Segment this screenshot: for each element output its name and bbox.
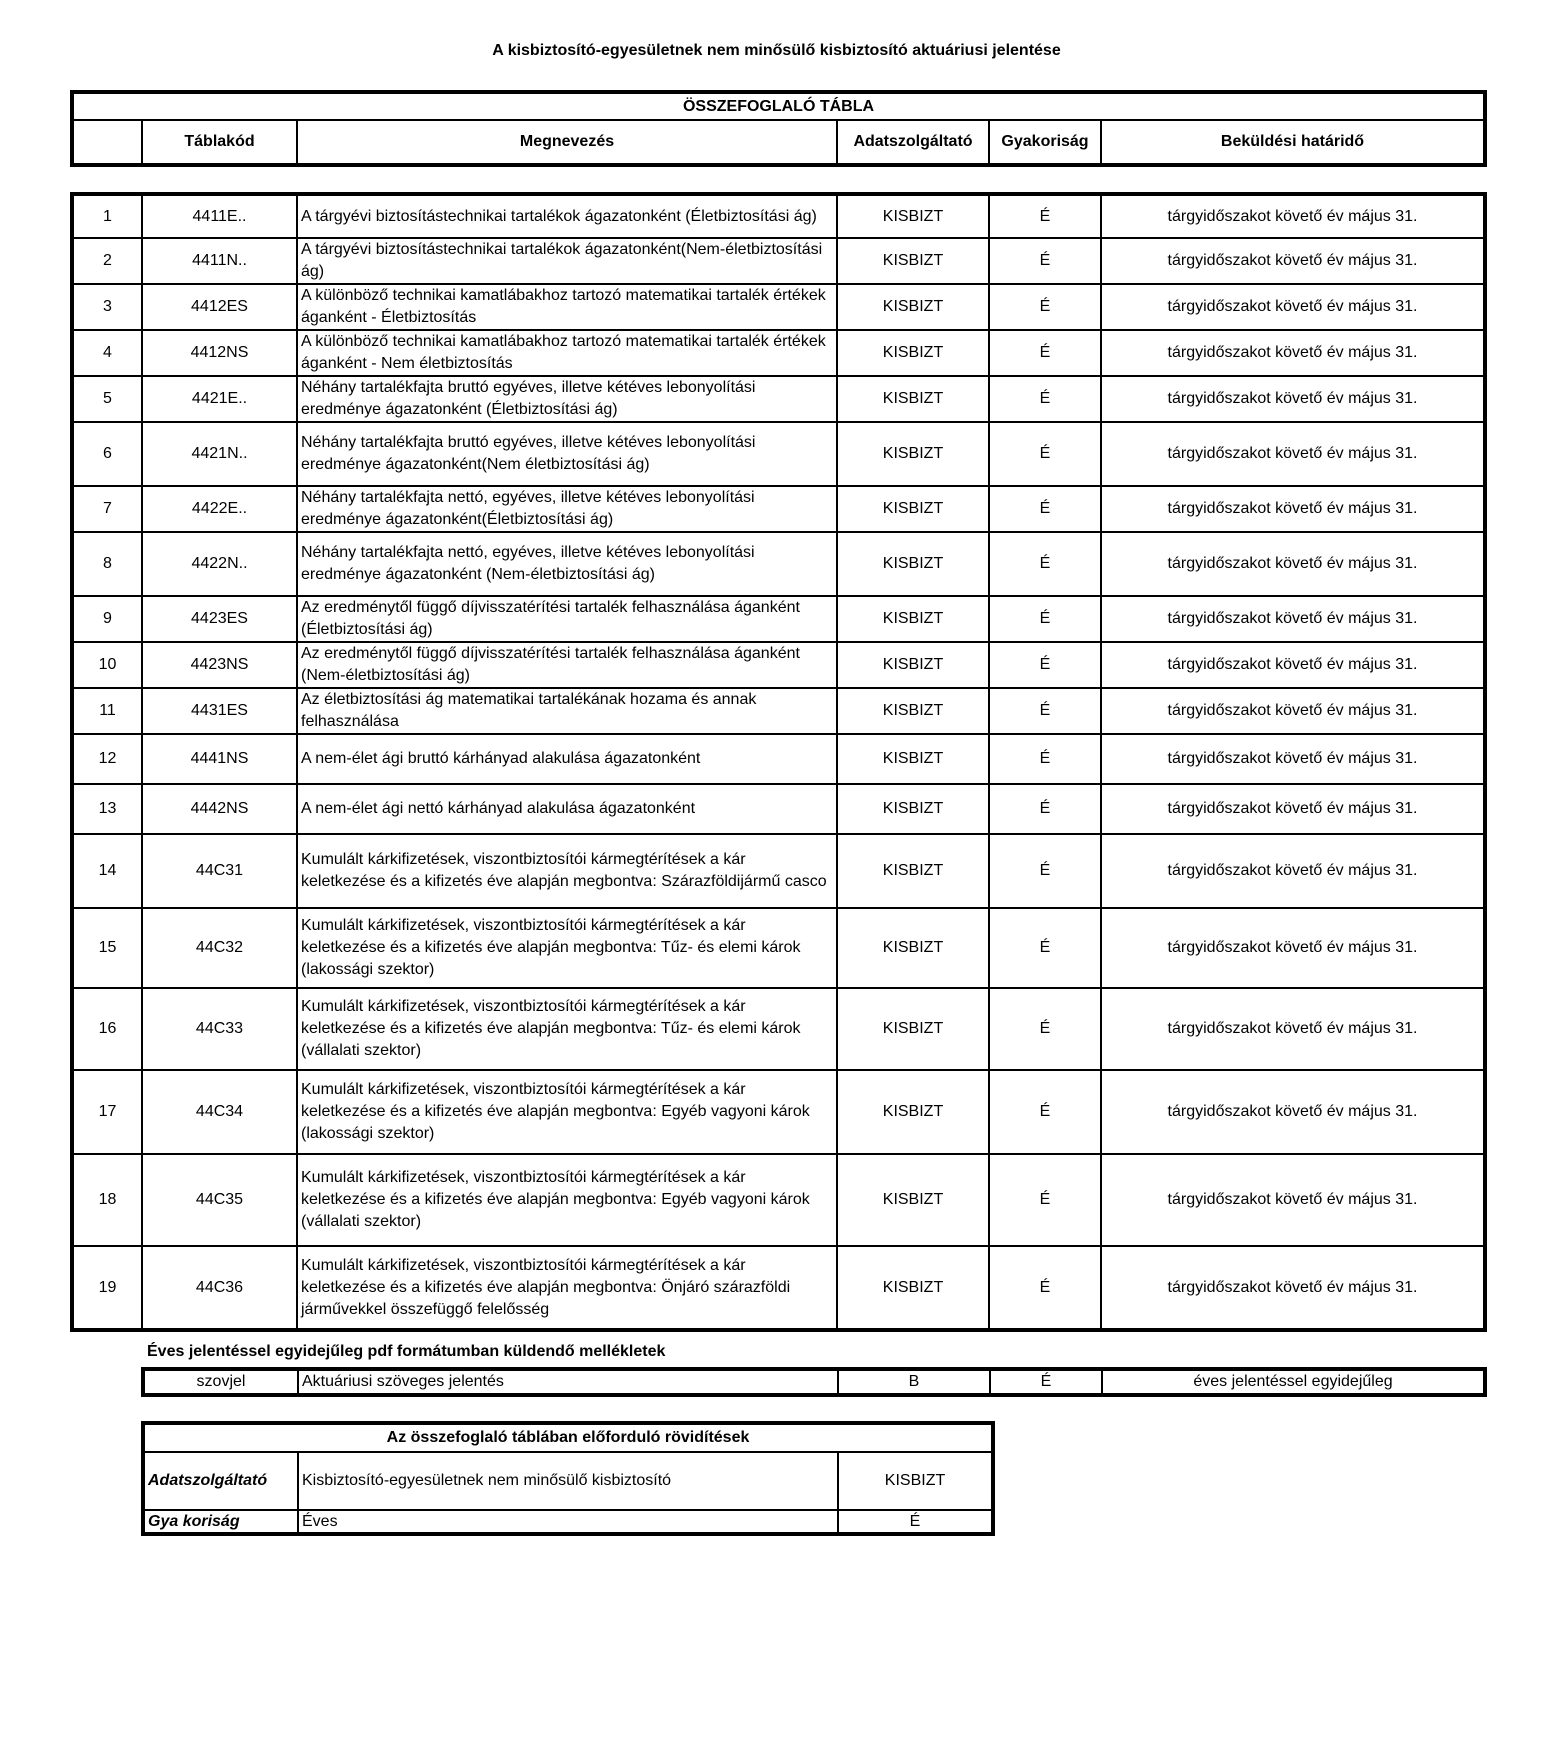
frequency: É [989, 908, 1101, 988]
row-number: 7 [72, 486, 142, 532]
table-row [72, 330, 1485, 376]
row-number: 16 [72, 988, 142, 1070]
table-code: 44C33 [142, 988, 297, 1070]
frequency: É [989, 834, 1101, 908]
table-row [72, 422, 1485, 486]
row-number: 8 [72, 532, 142, 596]
row-number: 15 [72, 908, 142, 988]
provider: KISBIZT [837, 422, 989, 486]
table-name: Kumulált kárkifizetések, viszontbiztosítói kármegtérítések a kár keletkezése és a kifizetés éve alapján megbontva: Szárazföldijármű casco [297, 834, 837, 908]
table-code: 4411E.. [142, 194, 297, 238]
frequency: É [989, 784, 1101, 834]
document-title: A kisbiztosító-egyesületnek nem minősülő kisbiztosító aktuáriusi jelentése [492, 42, 1061, 59]
abbreviations-caption: Az összefoglaló táblában előforduló rövidítések [143, 1423, 993, 1452]
deadline: tárgyidőszakot követő év május 31. [1101, 1070, 1485, 1154]
provider: KISBIZT [837, 486, 989, 532]
header-name: Megnevezés [297, 120, 837, 165]
table-row [143, 1369, 1485, 1395]
abbreviations-table [141, 1421, 995, 1536]
provider: KISBIZT [837, 734, 989, 784]
header-num [72, 120, 142, 165]
frequency: É [989, 988, 1101, 1070]
table-row [72, 1246, 1485, 1330]
attachment-code: szovjel [143, 1369, 298, 1395]
table-name: Néhány tartalékfajta nettó, egyéves, illetve kétéves lebonyolítási eredménye ágazatonként(Életbiztosítási ág) [297, 486, 837, 532]
attachment-provider: B [838, 1369, 990, 1395]
attachment-name: Aktuáriusi szöveges jelentés [298, 1369, 838, 1395]
table-row [143, 1452, 993, 1510]
frequency: É [989, 238, 1101, 284]
provider: KISBIZT [837, 1070, 989, 1154]
frequency: É [989, 486, 1101, 532]
table-row [72, 1154, 1485, 1246]
frequency: É [989, 194, 1101, 238]
table-code: 44C36 [142, 1246, 297, 1330]
frequency: É [989, 734, 1101, 784]
table-name: Az életbiztosítási ág matematikai tartalékának hozama és annak felhasználása [297, 688, 837, 734]
row-number: 17 [72, 1070, 142, 1154]
table-name: Az eredménytől függő díjvisszatérítési tartalék felhasználása áganként (Életbiztosítási ág) [297, 596, 837, 642]
table-name: A tárgyévi biztosítástechnikai tartalékok ágazatonként (Életbiztosítási ág) [297, 194, 837, 238]
row-number: 11 [72, 688, 142, 734]
provider: KISBIZT [837, 238, 989, 284]
table-name: Az eredménytől függő díjvisszatérítési tartalék felhasználása áganként (Nem-életbiztosítási ág) [297, 642, 837, 688]
table-name: A nem-élet ági nettó kárhányad alakulása ágazatonként [297, 784, 837, 834]
deadline: tárgyidőszakot követő év május 31. [1101, 194, 1485, 238]
provider: KISBIZT [837, 988, 989, 1070]
table-row [72, 688, 1485, 734]
table-row [72, 376, 1485, 422]
table-code: 44C31 [142, 834, 297, 908]
provider: KISBIZT [837, 688, 989, 734]
table-name: Kumulált kárkifizetések, viszontbiztosítói kármegtérítések a kár keletkezése és a kifizetés éve alapján megbontva: Tűz- és elemi károk (vállalati szektor) [297, 988, 837, 1070]
table-name: Néhány tartalékfajta nettó, egyéves, illetve kétéves lebonyolítási eredménye ágazatonként (Nem-életbiztosítási ág) [297, 532, 837, 596]
frequency: É [989, 422, 1101, 486]
deadline: tárgyidőszakot követő év május 31. [1101, 284, 1485, 330]
table-row [72, 486, 1485, 532]
row-number: 9 [72, 596, 142, 642]
attachments-title: Éves jelentéssel egyidejűleg pdf formátumban küldendő mellékletek [147, 1343, 666, 1360]
abbr-desc: Éves [298, 1510, 838, 1534]
deadline: tárgyidőszakot követő év május 31. [1101, 330, 1485, 376]
table-row [72, 642, 1485, 688]
deadline: tárgyidőszakot követő év május 31. [1101, 596, 1485, 642]
deadline: tárgyidőszakot követő év május 31. [1101, 688, 1485, 734]
provider: KISBIZT [837, 1154, 989, 1246]
abbr-label: Adatszolgáltató [143, 1452, 298, 1510]
provider: KISBIZT [837, 330, 989, 376]
summary-data-table [70, 192, 1487, 1332]
frequency: É [989, 1070, 1101, 1154]
table-code: 4422N.. [142, 532, 297, 596]
table-row [72, 284, 1485, 330]
table-name: Kumulált kárkifizetések, viszontbiztosítói kármegtérítések a kár keletkezése és a kifizetés éve alapján megbontva: Egyéb vagyoni károk (vállalati szektor) [297, 1154, 837, 1246]
frequency: É [989, 596, 1101, 642]
abbr-label: Gya koriság [143, 1510, 298, 1534]
frequency: É [989, 330, 1101, 376]
provider: KISBIZT [837, 642, 989, 688]
table-name: A különböző technikai kamatlábakhoz tartozó matematikai tartalék értékek áganként - Életbiztosítás [297, 284, 837, 330]
frequency: É [989, 1154, 1101, 1246]
table-code: 4421N.. [142, 422, 297, 486]
table-row [72, 1070, 1485, 1154]
row-number: 1 [72, 194, 142, 238]
attachment-frequency: É [990, 1369, 1102, 1395]
provider: KISBIZT [837, 284, 989, 330]
table-code: 4423ES [142, 596, 297, 642]
table-code: 44C35 [142, 1154, 297, 1246]
row-number: 18 [72, 1154, 142, 1246]
deadline: tárgyidőszakot követő év május 31. [1101, 1246, 1485, 1330]
table-name: Kumulált kárkifizetések, viszontbiztosítói kármegtérítések a kár keletkezése és a kifizetés éve alapján megbontva: Egyéb vagyoni károk (lakossági szektor) [297, 1070, 837, 1154]
header-code: Táblakód [142, 120, 297, 165]
attachments-table [141, 1367, 1487, 1397]
table-code: 4412ES [142, 284, 297, 330]
table-code: 44C32 [142, 908, 297, 988]
provider: KISBIZT [837, 596, 989, 642]
deadline: tárgyidőszakot követő év május 31. [1101, 486, 1485, 532]
table-row [72, 988, 1485, 1070]
provider: KISBIZT [837, 834, 989, 908]
header-frequency: Gyakoriság [989, 120, 1101, 165]
row-number: 6 [72, 422, 142, 486]
abbr-value: KISBIZT [838, 1452, 993, 1510]
summary-caption: ÖSSZEFOGLALÓ TÁBLA [72, 92, 1485, 120]
header-deadline: Beküldési határidő [1101, 120, 1485, 165]
row-number: 12 [72, 734, 142, 784]
provider: KISBIZT [837, 194, 989, 238]
table-name: Néhány tartalékfajta bruttó egyéves, illetve kétéves lebonyolítási eredménye ágazatonként (Életbiztosítási ág) [297, 376, 837, 422]
row-number: 10 [72, 642, 142, 688]
abbr-desc: Kisbiztosító-egyesületnek nem minősülő kisbiztosító [298, 1452, 838, 1510]
deadline: tárgyidőszakot követő év május 31. [1101, 784, 1485, 834]
row-number: 2 [72, 238, 142, 284]
header-provider: Adatszolgáltató [837, 120, 989, 165]
frequency: É [989, 1246, 1101, 1330]
frequency: É [989, 688, 1101, 734]
deadline: tárgyidőszakot követő év május 31. [1101, 834, 1485, 908]
table-name: Kumulált kárkifizetések, viszontbiztosítói kármegtérítések a kár keletkezése és a kifizetés éve alapján megbontva: Önjáró szárazföldi járművekkel összefüggő felelősség [297, 1246, 837, 1330]
table-code: 44C34 [142, 1070, 297, 1154]
abbr-value: É [838, 1510, 993, 1534]
table-row [72, 834, 1485, 908]
table-code: 4431ES [142, 688, 297, 734]
deadline: tárgyidőszakot követő év május 31. [1101, 532, 1485, 596]
deadline: tárgyidőszakot követő év május 31. [1101, 642, 1485, 688]
provider: KISBIZT [837, 784, 989, 834]
table-row [72, 532, 1485, 596]
deadline: tárgyidőszakot követő év május 31. [1101, 988, 1485, 1070]
table-row [72, 734, 1485, 784]
table-row [72, 238, 1485, 284]
table-name: Kumulált kárkifizetések, viszontbiztosítói kármegtérítések a kár keletkezése és a kifizetés éve alapján megbontva: Tűz- és elemi károk (lakossági szektor) [297, 908, 837, 988]
deadline: tárgyidőszakot követő év május 31. [1101, 1154, 1485, 1246]
table-row [72, 194, 1485, 238]
frequency: É [989, 532, 1101, 596]
table-code: 4441NS [142, 734, 297, 784]
deadline: tárgyidőszakot követő év május 31. [1101, 422, 1485, 486]
table-row [72, 908, 1485, 988]
deadline: tárgyidőszakot követő év május 31. [1101, 238, 1485, 284]
frequency: É [989, 642, 1101, 688]
deadline: tárgyidőszakot követő év május 31. [1101, 734, 1485, 784]
table-row [72, 596, 1485, 642]
attachment-deadline: éves jelentéssel egyidejűleg [1102, 1369, 1485, 1395]
table-code: 4442NS [142, 784, 297, 834]
row-number: 3 [72, 284, 142, 330]
table-name: A különböző technikai kamatlábakhoz tartozó matematikai tartalék értékek áganként - Nem életbiztosítás [297, 330, 837, 376]
frequency: É [989, 376, 1101, 422]
row-number: 13 [72, 784, 142, 834]
table-name: Néhány tartalékfajta bruttó egyéves, illetve kétéves lebonyolítási eredménye ágazatonként(Nem életbiztosítási ág) [297, 422, 837, 486]
deadline: tárgyidőszakot követő év május 31. [1101, 376, 1485, 422]
provider: KISBIZT [837, 532, 989, 596]
table-row [72, 784, 1485, 834]
summary-header-table [70, 90, 1487, 167]
table-code: 4422E.. [142, 486, 297, 532]
provider: KISBIZT [837, 908, 989, 988]
table-code: 4423NS [142, 642, 297, 688]
frequency: É [989, 284, 1101, 330]
table-name: A nem-élet ági bruttó kárhányad alakulása ágazatonként [297, 734, 837, 784]
table-row [143, 1510, 993, 1534]
row-number: 4 [72, 330, 142, 376]
table-name: A tárgyévi biztosítástechnikai tartalékok ágazatonként(Nem-életbiztosítási ág) [297, 238, 837, 284]
deadline: tárgyidőszakot követő év május 31. [1101, 908, 1485, 988]
row-number: 5 [72, 376, 142, 422]
table-code: 4411N.. [142, 238, 297, 284]
row-number: 14 [72, 834, 142, 908]
provider: KISBIZT [837, 376, 989, 422]
provider: KISBIZT [837, 1246, 989, 1330]
table-code: 4421E.. [142, 376, 297, 422]
table-code: 4412NS [142, 330, 297, 376]
row-number: 19 [72, 1246, 142, 1330]
